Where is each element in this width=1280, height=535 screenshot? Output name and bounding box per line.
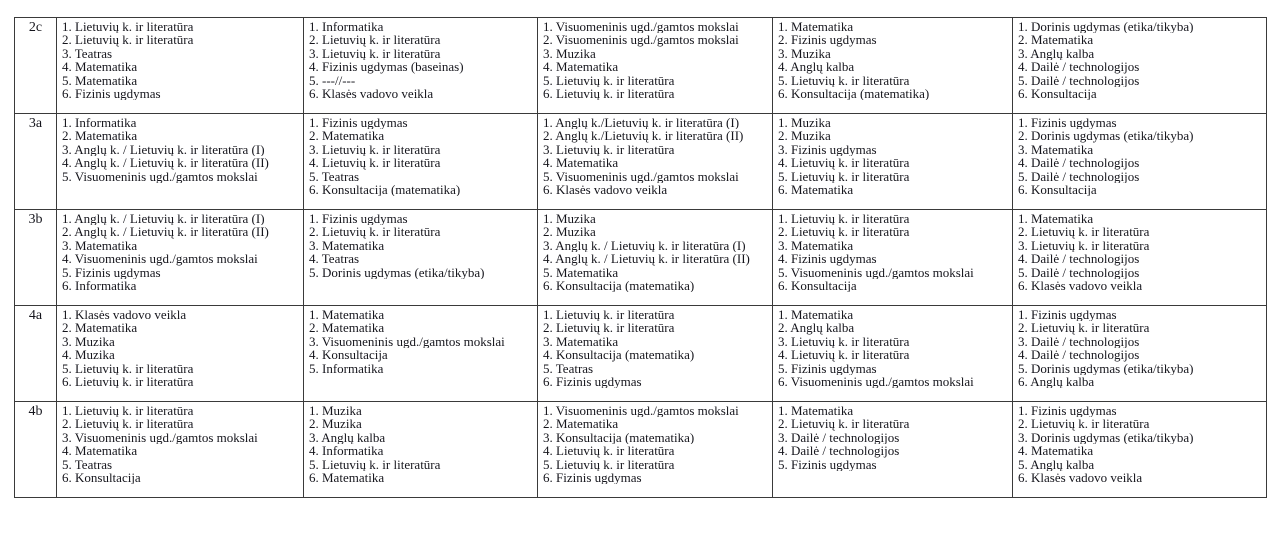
- lesson-line: 3. Teatras: [62, 46, 113, 61]
- lesson-line: 1. Matematika: [309, 308, 385, 322]
- lesson-line: 3. Lietuvių k. ir literatūra: [543, 142, 675, 157]
- lesson-line: 5. Lietuvių k. ir literatūra: [778, 73, 910, 88]
- lesson-line: 1. Anglų k. / Lietuvių k. ir literatūra (I): [62, 212, 265, 226]
- timetable-body: [15, 18, 1267, 498]
- table-row: [15, 114, 1267, 210]
- lesson-line: 4. Konsultacija (matematika): [543, 348, 695, 362]
- lesson-line: 2. Lietuvių k. ir literatūra: [1018, 417, 1150, 431]
- lesson-line: 1. Lietuvių k. ir literatūra: [62, 20, 194, 34]
- lesson-line: 2. Lietuvių k. ir literatūra: [62, 417, 194, 431]
- lesson-line: 1. Lietuvių k. ir literatūra: [778, 212, 910, 226]
- lesson-line: 6. Informatika: [62, 279, 137, 293]
- lesson-line: 6. Visuomeninis ugd./gamtos mokslai: [778, 375, 974, 389]
- lesson-line: 4. Lietuvių k. ir literatūra: [543, 444, 675, 458]
- lesson-line: 2. Matematika: [62, 129, 138, 143]
- lesson-line: 4. Matematika: [1018, 444, 1094, 458]
- lesson-line: 6. Lietuvių k. ir literatūra: [62, 375, 194, 389]
- lesson-line: 1. Informatika: [309, 20, 384, 34]
- lesson-line: 1. Matematika: [778, 20, 854, 34]
- lesson-line: 5. Visuomeninis ugd./gamtos mokslai: [778, 265, 974, 280]
- lesson-line: 5. Teatras: [62, 457, 113, 472]
- lesson-line: 1. Matematika: [778, 404, 854, 418]
- lesson-line: 4. Dailė / technologijos: [1018, 252, 1140, 266]
- day-cell: [538, 306, 773, 402]
- lesson-line: 4. Lietuvių k. ir literatūra: [309, 156, 441, 170]
- lesson-line: 4. Informatika: [309, 444, 384, 458]
- lesson-line: 3. Matematika: [1018, 142, 1094, 157]
- lesson-line: 3. Lietuvių k. ir literatūra: [309, 46, 441, 61]
- day-cell: [1013, 210, 1267, 306]
- lesson-line: 4. Matematika: [543, 156, 619, 170]
- lesson-line: 4. Konsultacija: [309, 348, 388, 362]
- lesson-line: 1. Fizinis ugdymas: [309, 212, 408, 226]
- lesson-line: 2. Matematika: [543, 417, 619, 431]
- lesson-line: 3. Lietuvių k. ir literatūra: [309, 142, 441, 157]
- lesson-line: 5. Dailė / technologijos: [1018, 265, 1140, 280]
- lesson-line: 5. Anglų kalba: [1018, 457, 1095, 472]
- lesson-line: 5. Teatras: [309, 169, 360, 184]
- lesson-line: 5. Matematika: [543, 265, 619, 280]
- lesson-line: 4. Lietuvių k. ir literatūra: [778, 348, 910, 362]
- lesson-line: 3. Lietuvių k. ir literatūra: [778, 334, 910, 349]
- lesson-line: 5. Fizinis ugdymas: [778, 457, 877, 472]
- class-label: 2c: [15, 18, 57, 114]
- lesson-line: 4. Matematika: [62, 444, 138, 458]
- lesson-line: 4. Anglų k. / Lietuvių k. ir literatūra (II): [543, 252, 750, 266]
- lesson-line: 4. Fizinis ugdymas (baseinas): [309, 60, 464, 74]
- lesson-line: 6. Klasės vadovo veikla: [543, 183, 668, 197]
- table-row: [15, 18, 1267, 114]
- class-label: 3a: [15, 114, 57, 210]
- lesson-line: 4. Dailė / technologijos: [1018, 156, 1140, 170]
- day-cell: [1013, 114, 1267, 210]
- lesson-line: 2. Lietuvių k. ir literatūra: [1018, 321, 1150, 335]
- lesson-line: 5. Dailė / technologijos: [1018, 169, 1140, 184]
- lesson-line: 2. Lietuvių k. ir literatūra: [62, 33, 194, 47]
- lesson-line: 4. Muzika: [62, 348, 115, 362]
- lesson-line: 6. Klasės vadovo veikla: [1018, 279, 1143, 293]
- lesson-line: 4. Matematika: [543, 60, 619, 74]
- lesson-line: 2. Anglų k./Lietuvių k. ir literatūra (II): [543, 129, 744, 143]
- lesson-line: 6. Matematika: [309, 471, 385, 485]
- lesson-line: 1. Dorinis ugdymas (etika/tikyba): [1018, 20, 1194, 34]
- lesson-line: 2. Lietuvių k. ir literatūra: [543, 321, 675, 335]
- lesson-line: 4. Dailė / technologijos: [1018, 60, 1140, 74]
- lesson-line: 3. Anglų kalba: [1018, 46, 1095, 61]
- day-cell: [304, 306, 538, 402]
- lesson-line: 2. Fizinis ugdymas: [778, 33, 877, 47]
- lesson-line: 2. Dorinis ugdymas (etika/tikyba): [1018, 129, 1194, 143]
- lesson-line: 3. Dailė / technologijos: [778, 430, 900, 445]
- lesson-line: 1. Lietuvių k. ir literatūra: [543, 308, 675, 322]
- lesson-line: 3. Matematika: [309, 238, 385, 253]
- lesson-line: 5. Fizinis ugdymas: [62, 265, 161, 280]
- lesson-line: 3. Lietuvių k. ir literatūra: [1018, 238, 1150, 253]
- lesson-line: 5. Lietuvių k. ir literatūra: [309, 457, 441, 472]
- lesson-line: 5. Dailė / technologijos: [1018, 73, 1140, 88]
- lesson-line: 6. Anglų kalba: [1018, 375, 1095, 389]
- lesson-line: 1. Fizinis ugdymas: [309, 116, 408, 130]
- table-row: [15, 306, 1267, 402]
- lesson-line: 1. Matematika: [778, 308, 854, 322]
- lesson-line: 3. Visuomeninis ugd./gamtos mokslai: [62, 430, 258, 445]
- lesson-line: 6. Konsultacija: [1018, 87, 1097, 101]
- lesson-line: 2. Matematika: [309, 321, 385, 335]
- lesson-line: 5. Lietuvių k. ir literatūra: [543, 457, 675, 472]
- lesson-line: 6. Matematika: [778, 183, 854, 197]
- lesson-line: 4. Anglų kalba: [778, 60, 855, 74]
- day-cell: [304, 402, 538, 498]
- lesson-line: 6. Lietuvių k. ir literatūra: [543, 87, 675, 101]
- lesson-line: 1. Fizinis ugdymas: [1018, 404, 1117, 418]
- lesson-line: 6. Konsultacija (matematika): [309, 183, 461, 197]
- day-cell: [773, 114, 1013, 210]
- lesson-line: 4. Lietuvių k. ir literatūra: [778, 156, 910, 170]
- lesson-line: 3. Anglų kalba: [309, 430, 386, 445]
- lesson-line: 6. Konsultacija: [62, 471, 141, 485]
- lesson-line: 2. Anglų kalba: [778, 321, 855, 335]
- lesson-line: 2. Lietuvių k. ir literatūra: [309, 33, 441, 47]
- lesson-line: 5. Informatika: [309, 361, 384, 376]
- lesson-line: 2. Anglų k. / Lietuvių k. ir literatūra (II): [62, 225, 269, 239]
- day-cell: [304, 18, 538, 114]
- lesson-line: 3. Muzika: [62, 334, 115, 349]
- lesson-line: 5. Lietuvių k. ir literatūra: [62, 361, 194, 376]
- lesson-line: 1. Fizinis ugdymas: [1018, 116, 1117, 130]
- lesson-line: 5. Teatras: [543, 361, 594, 376]
- class-label: 4a: [15, 306, 57, 402]
- lesson-line: 3. Matematika: [543, 334, 619, 349]
- day-cell: [1013, 402, 1267, 498]
- lesson-line: 3. Muzika: [778, 46, 831, 61]
- timetable: [14, 17, 1267, 498]
- day-cell: [538, 402, 773, 498]
- lesson-line: 3. Muzika: [543, 46, 596, 61]
- lesson-line: 5. Dorinis ugdymas (etika/tikyba): [1018, 361, 1194, 376]
- lesson-line: 5. Visuomeninis ugd./gamtos mokslai: [62, 169, 258, 184]
- lesson-line: 4. Matematika: [62, 60, 138, 74]
- day-cell: [57, 306, 304, 402]
- lesson-line: 1. Visuomeninis ugd./gamtos mokslai: [543, 404, 739, 418]
- lesson-line: 3. Anglų k. / Lietuvių k. ir literatūra (I): [543, 238, 746, 253]
- lesson-line: 4. Anglų k. / Lietuvių k. ir literatūra (II): [62, 156, 269, 170]
- day-cell: [1013, 306, 1267, 402]
- lesson-line: 4. Teatras: [309, 252, 360, 266]
- lesson-line: 4. Fizinis ugdymas: [778, 252, 877, 266]
- lesson-line: 1. Muzika: [543, 212, 596, 226]
- day-cell: [57, 114, 304, 210]
- lesson-line: 3. Konsultacija (matematika): [543, 430, 695, 445]
- day-cell: [57, 18, 304, 114]
- day-cell: [538, 210, 773, 306]
- lesson-line: 2. Lietuvių k. ir literatūra: [778, 225, 910, 239]
- day-cell: [1013, 18, 1267, 114]
- lesson-line: 5. ---//---: [309, 73, 356, 88]
- lesson-line: 2. Lietuvių k. ir literatūra: [778, 417, 910, 431]
- lesson-line: 2. Matematika: [309, 129, 385, 143]
- lesson-line: 3. Dorinis ugdymas (etika/tikyba): [1018, 430, 1194, 445]
- class-label: 3b: [15, 210, 57, 306]
- lesson-line: 6. Konsultacija (matematika): [543, 279, 695, 293]
- lesson-line: 5. Dorinis ugdymas (etika/tikyba): [309, 265, 485, 280]
- day-cell: [57, 210, 304, 306]
- table-row: [15, 210, 1267, 306]
- lesson-line: 1. Muzika: [309, 404, 362, 418]
- lesson-line: 1. Lietuvių k. ir literatūra: [62, 404, 194, 418]
- lesson-line: 2. Muzika: [309, 417, 362, 431]
- lesson-line: 2. Muzika: [543, 225, 596, 239]
- lesson-line: 3. Matematika: [62, 238, 138, 253]
- lesson-line: 5. Fizinis ugdymas: [778, 361, 877, 376]
- lesson-line: 3. Anglų k. / Lietuvių k. ir literatūra (I): [62, 142, 265, 157]
- day-cell: [304, 210, 538, 306]
- lesson-line: 2. Lietuvių k. ir literatūra: [309, 225, 441, 239]
- day-cell: [773, 402, 1013, 498]
- lesson-line: 5. Lietuvių k. ir literatūra: [778, 169, 910, 184]
- lesson-line: 3. Matematika: [778, 238, 854, 253]
- lesson-line: 1. Fizinis ugdymas: [1018, 308, 1117, 322]
- lesson-line: 5. Lietuvių k. ir literatūra: [543, 73, 675, 88]
- lesson-line: 1. Muzika: [778, 116, 831, 130]
- lesson-line: 6. Konsultacija: [1018, 183, 1097, 197]
- class-label: 4b: [15, 402, 57, 498]
- lesson-line: 6. Klasės vadovo veikla: [309, 87, 434, 101]
- lesson-line: 1. Matematika: [1018, 212, 1094, 226]
- lesson-line: 4. Visuomeninis ugd./gamtos mokslai: [62, 252, 258, 266]
- lesson-line: 6. Konsultacija (matematika): [778, 87, 930, 101]
- lesson-line: 6. Fizinis ugdymas: [543, 471, 642, 485]
- day-cell: [538, 18, 773, 114]
- lesson-line: 6. Fizinis ugdymas: [62, 87, 161, 101]
- table-row: [15, 402, 1267, 498]
- day-cell: [304, 114, 538, 210]
- lesson-line: 6. Konsultacija: [778, 279, 857, 293]
- day-cell: [773, 306, 1013, 402]
- lesson-line: 5. Visuomeninis ugd./gamtos mokslai: [543, 169, 739, 184]
- day-cell: [538, 114, 773, 210]
- lesson-line: 2. Matematika: [1018, 33, 1094, 47]
- lesson-line: 1. Informatika: [62, 116, 137, 130]
- day-cell: [773, 18, 1013, 114]
- day-cell: [773, 210, 1013, 306]
- lesson-line: 5. Matematika: [62, 73, 138, 88]
- lesson-line: 6. Klasės vadovo veikla: [1018, 471, 1143, 485]
- lesson-line: 2. Lietuvių k. ir literatūra: [1018, 225, 1150, 239]
- lesson-line: 4. Dailė / technologijos: [1018, 348, 1140, 362]
- lesson-line: 1. Anglų k./Lietuvių k. ir literatūra (I): [543, 116, 740, 130]
- lesson-line: 3. Fizinis ugdymas: [778, 142, 877, 157]
- lesson-line: 2. Muzika: [778, 129, 831, 143]
- lesson-line: 2. Matematika: [62, 321, 138, 335]
- lesson-line: 3. Visuomeninis ugd./gamtos mokslai: [309, 334, 505, 349]
- lesson-line: 2. Visuomeninis ugd./gamtos mokslai: [543, 33, 739, 47]
- lesson-line: 1. Visuomeninis ugd./gamtos mokslai: [543, 20, 739, 34]
- lesson-line: 6. Fizinis ugdymas: [543, 375, 642, 389]
- day-cell: [57, 402, 304, 498]
- lesson-line: 1. Klasės vadovo veikla: [62, 308, 187, 322]
- lesson-line: 3. Dailė / technologijos: [1018, 334, 1140, 349]
- lesson-line: 4. Dailė / technologijos: [778, 444, 900, 458]
